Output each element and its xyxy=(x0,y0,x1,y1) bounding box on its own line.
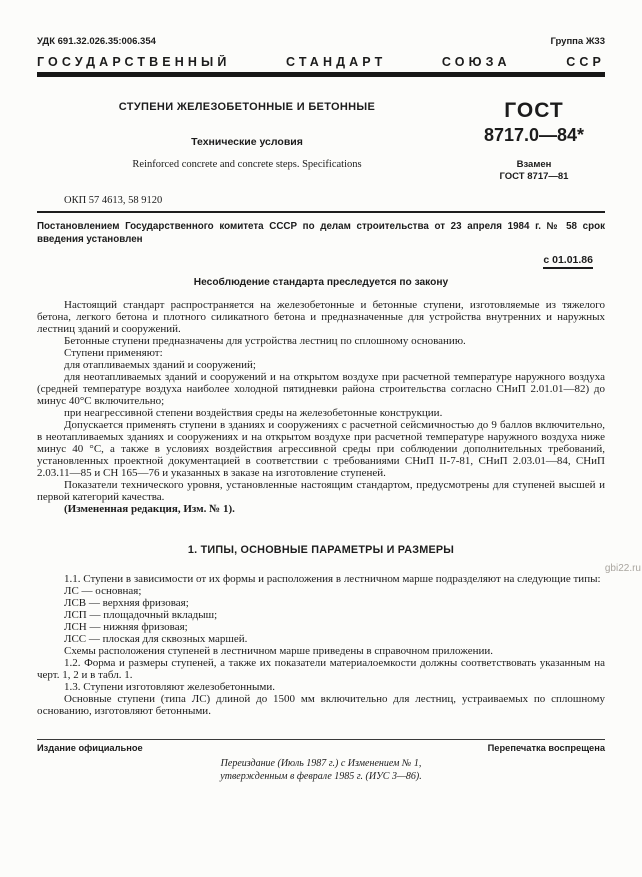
list-item: ЛС — основная; xyxy=(64,585,142,597)
site-watermark: gbi22.ru xyxy=(604,563,641,574)
law-notice: Несоблюдение стандарта преследуется по закону xyxy=(193,277,449,288)
decree-paragraph: Постановлением Государственного комитета СССР по делам строительства от 23 апреля 1984 г. № 58 срок введения установлен xyxy=(37,221,605,245)
document-subtitle-english: Reinforced concrete and concrete steps. Specifications xyxy=(132,159,362,170)
top-codes-row xyxy=(37,36,605,47)
reissue-note xyxy=(37,757,605,783)
effective-date-row xyxy=(37,250,605,268)
gost-number-block xyxy=(463,101,605,182)
document-subtitle: Технические условия xyxy=(191,136,303,148)
paragraph: Основные ступени (типа ЛС) длиной до 1500 мм включительно для лестниц, устраиваемых по сплошному основанию, изготовляют бетонными. xyxy=(37,693,605,717)
group-code: Группа Ж33 xyxy=(550,36,605,47)
paragraph: при неагрессивной степени воздействия среды на железобетонные конструкции. xyxy=(64,407,443,419)
replaces-number: ГОСТ 8717—81 xyxy=(499,170,569,182)
paragraph: Схемы расположения ступеней в лестничном марше приведены в справочном приложении. xyxy=(64,645,493,657)
paragraph: Ступени применяют: xyxy=(64,347,163,359)
intro-section xyxy=(37,299,605,515)
effective-date: с 01.01.86 xyxy=(543,254,593,269)
union-standard-header: ГОСУДАРСТВЕННЫЙ СТАНДАРТ СОЮЗА ССР xyxy=(37,55,605,69)
list-item: ЛСН — нижняя фризовая; xyxy=(64,621,188,633)
amendment-note: (Измененная редакция, Изм. № 1). xyxy=(64,503,235,515)
document-title: СТУПЕНИ ЖЕЛЕЗОБЕТОННЫЕ И БЕТОННЫЕ xyxy=(118,101,376,113)
replaces-label: Взамен xyxy=(516,159,552,170)
paragraph: 1.3. Ступени изготовляют железобетонными. xyxy=(64,681,275,693)
gost-number: 8717.0—84* xyxy=(483,125,585,145)
list-item: ЛСВ — верхняя фризовая; xyxy=(64,597,189,609)
list-item: ЛСС — плоская для сквозных маршей. xyxy=(64,633,248,645)
decree-top-divider xyxy=(37,211,605,213)
footer-divider xyxy=(37,739,605,740)
udk-code: УДК 691.32.026.35:006.354 xyxy=(37,36,156,47)
reprint-forbidden-label: Перепечатка воспрещена xyxy=(487,743,605,753)
list-item: ЛСП — площадочный вкладыш; xyxy=(64,609,218,621)
section-1-body xyxy=(37,573,605,717)
replaces-block xyxy=(463,159,605,182)
paragraph: для отапливаемых зданий и сооружений; xyxy=(64,359,256,371)
reissue-line: утвержденным в феврале 1985 г. (ИУС 3—86). xyxy=(220,771,422,782)
section-1-title: 1. ТИПЫ, ОСНОВНЫЕ ПАРАМЕТРЫ И РАЗМЕРЫ xyxy=(187,544,455,556)
paragraph: 1.1. Ступени в зависимости от их формы и расположения в лестничном марше подразделяют на следующие типы: xyxy=(64,573,601,585)
paragraph: Допускается применять ступени в зданиях и сооружениях с расчетной сейсмичностью до 9 баллов включительно, в неотапливаемых зданиях и сооружениях и на открытом воздухе при расчетной температуре наружного воздуха ниже минус 40 °С, а также в условиях воздействия агрессивной среды при соблюдении дополнительных требований, установленных проектной документацией в соответствии с требованиями СНиП II-7-81, СНиП 2.03.01—84, СНиП 2.03.11—85 и СН 165—76 и указанных в заказе на изготовление ступеней. xyxy=(37,419,605,479)
header-thick-divider xyxy=(37,72,605,77)
paragraph: Показатели технического уровня, установленные настоящим стандартом, предусмотрены для ступеней высшей и первой категорий качества. xyxy=(37,479,605,503)
official-edition-label: Издание официальное xyxy=(37,743,143,753)
gost-label: ГОСТ xyxy=(504,99,564,122)
okp-code: ОКП 57 4613, 58 9120 xyxy=(64,195,163,206)
footer-labels-row xyxy=(37,743,605,753)
paragraph: Настоящий стандарт распространяется на железобетонные и бетонные ступени, изготовляемые из тяжелого бетона, легкого бетона и плотного силикатного бетона и предназначенные для устройства внутренних и наружных лестниц зданий и сооружений. xyxy=(37,299,605,335)
paragraph: 1.2. Форма и размеры ступеней, а также их показатели материалоемкости должны соответствовать указанным на черт. 1, 2 и в табл. 1. xyxy=(37,657,605,681)
paragraph: для неотапливаемых зданий и сооружений и на открытом воздухе при расчетной температуре наружного воздуха (средней температуре воздуха наиболее холодной пятидневки района строительства согласно СНиП 2.01.01—82) до минус 40°С включительно; xyxy=(37,371,605,407)
paragraph: Бетонные ступени предназначены для устройства лестниц по сплошному основанию. xyxy=(64,335,466,347)
title-block xyxy=(37,101,605,182)
reissue-line: Переиздание (Июль 1987 г.) с Изменением № 1, xyxy=(220,758,422,769)
title-column xyxy=(37,101,463,182)
